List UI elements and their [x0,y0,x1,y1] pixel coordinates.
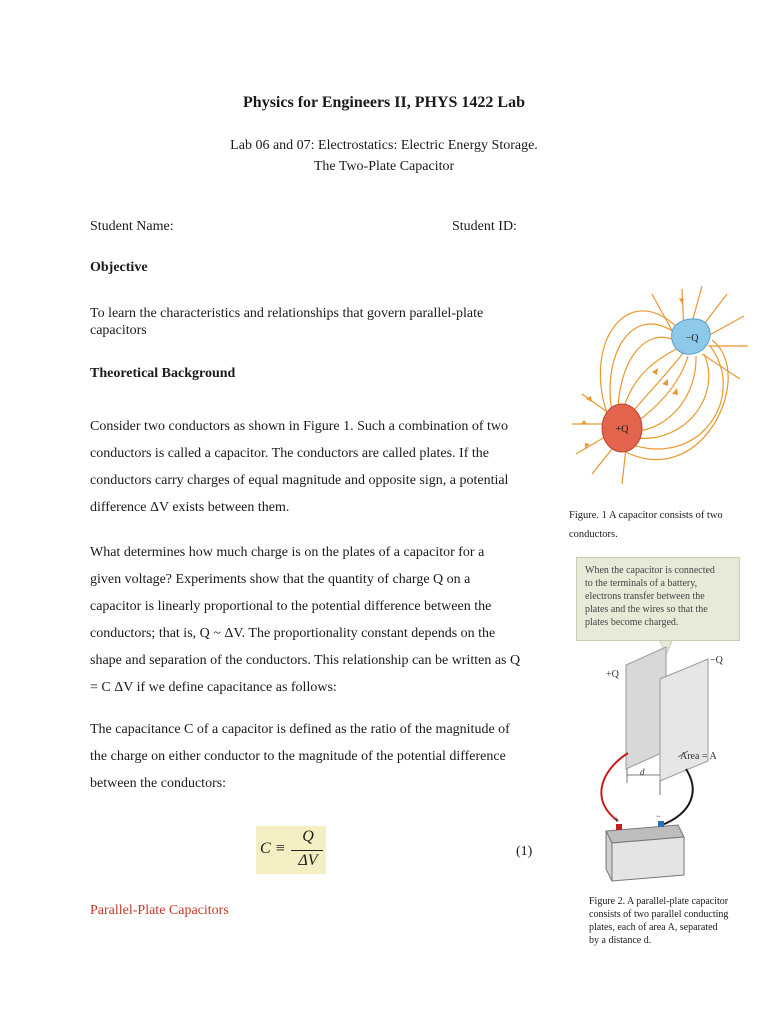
fraction-bar [291,850,323,851]
objective-line: capacitors [90,323,147,338]
paragraph-line: conductors is called a capacitor. The conductors are called plates. If the [90,446,489,461]
lab-subtitle-line2: The Two-Plate Capacitor [313,159,455,174]
figure-2-capacitor-diagram [580,641,750,886]
battery-minus-sign: − [656,811,662,821]
objective-heading: Objective [90,260,148,275]
note-line: plates and the wires so that the [585,604,708,615]
paragraph-line: Consider two conductors as shown in Figure 1. Such a combination of two [90,419,509,434]
paragraph-line: shape and separation of the conductors. This relationship can be written as Q [90,653,521,668]
caption-line: Figure 2. A parallel-plate capacitor [589,896,729,907]
positive-charge-label: +Q [615,424,629,435]
equation-number: (1) [516,844,533,859]
note-line: to the terminals of a battery, [585,578,698,589]
field-lines [572,286,748,484]
formula-lhs: C ≡ [260,840,286,857]
theory-heading: Theoretical Background [90,366,236,381]
objective-text [90,305,483,339]
student-name-label: Student Name: [90,219,174,234]
figure-1-caption [569,506,723,544]
area-label: Area = A [680,751,717,762]
paragraph-line: The capacitance C of a capacitor is defined as the ratio of the magnitude of [90,722,510,737]
caption-line: by a distance d. [589,935,652,946]
paragraph-line: = C ΔV if we define capacitance as follows: [90,680,337,695]
figure-2-caption [589,895,728,947]
paragraph-line: What determines how much charge is on the plates of a capacitor for a [90,545,485,560]
distance-label: d [640,767,645,777]
battery-plus-sign: + [614,815,620,825]
negative-terminal [658,821,664,827]
plate-positive-label: +Q [606,669,619,680]
negative-plate [660,659,708,781]
lab-subtitle-line1: Lab 06 and 07: Electrostatics: Electric Energy Storage. [230,138,538,153]
formula-numerator: Q [302,828,314,845]
figure-1-field-lines [562,284,752,494]
note-line: electrons transfer between the [585,591,705,602]
document-title: Physics for Engineers II, PHYS 1422 Lab [243,94,525,111]
paragraph-line: given voltage? Experiments show that the quantity of charge Q on a [90,572,471,587]
battery-body [612,837,684,881]
caption-line: Figure. 1 A capacitor consists of two [569,510,723,521]
objective-line: To learn the characteristics and relationships that govern parallel-plate [90,306,484,321]
paragraph-line: conductors; that is, Q ~ ΔV. The proportionality constant depends on the [90,626,496,641]
paragraph-line: difference ΔV exists between them. [90,500,290,515]
paragraph-2 [90,539,520,701]
formula-denominator: ΔV [298,852,318,869]
student-id-label: Student ID: [452,219,517,234]
paragraph-line: the charge on either conductor to the magnitude of the potential difference [90,749,506,764]
capacitance-formula [256,826,326,874]
red-wire [601,753,628,821]
parallel-plate-heading: Parallel-Plate Capacitors [90,903,229,918]
note-line: When the capacitor is connected [585,565,715,576]
paragraph-line: conductors carry charges of equal magnitude and opposite sign, a potential [90,473,509,488]
paragraph-line: between the conductors: [90,776,227,791]
paragraph-1 [90,413,508,521]
plate-negative-label: −Q [710,655,723,666]
caption-line: consists of two parallel conducting [589,909,729,920]
caption-line: plates, each of area A, separated [589,922,718,933]
paragraph-3 [90,716,510,797]
negative-charge-label: −Q [685,333,699,344]
figure-2-note-box [576,557,740,641]
caption-line: conductors. [569,529,618,540]
note-line: plates become charged. [585,617,679,628]
paragraph-line: capacitor is linearly proportional to the potential difference between the [90,599,492,614]
